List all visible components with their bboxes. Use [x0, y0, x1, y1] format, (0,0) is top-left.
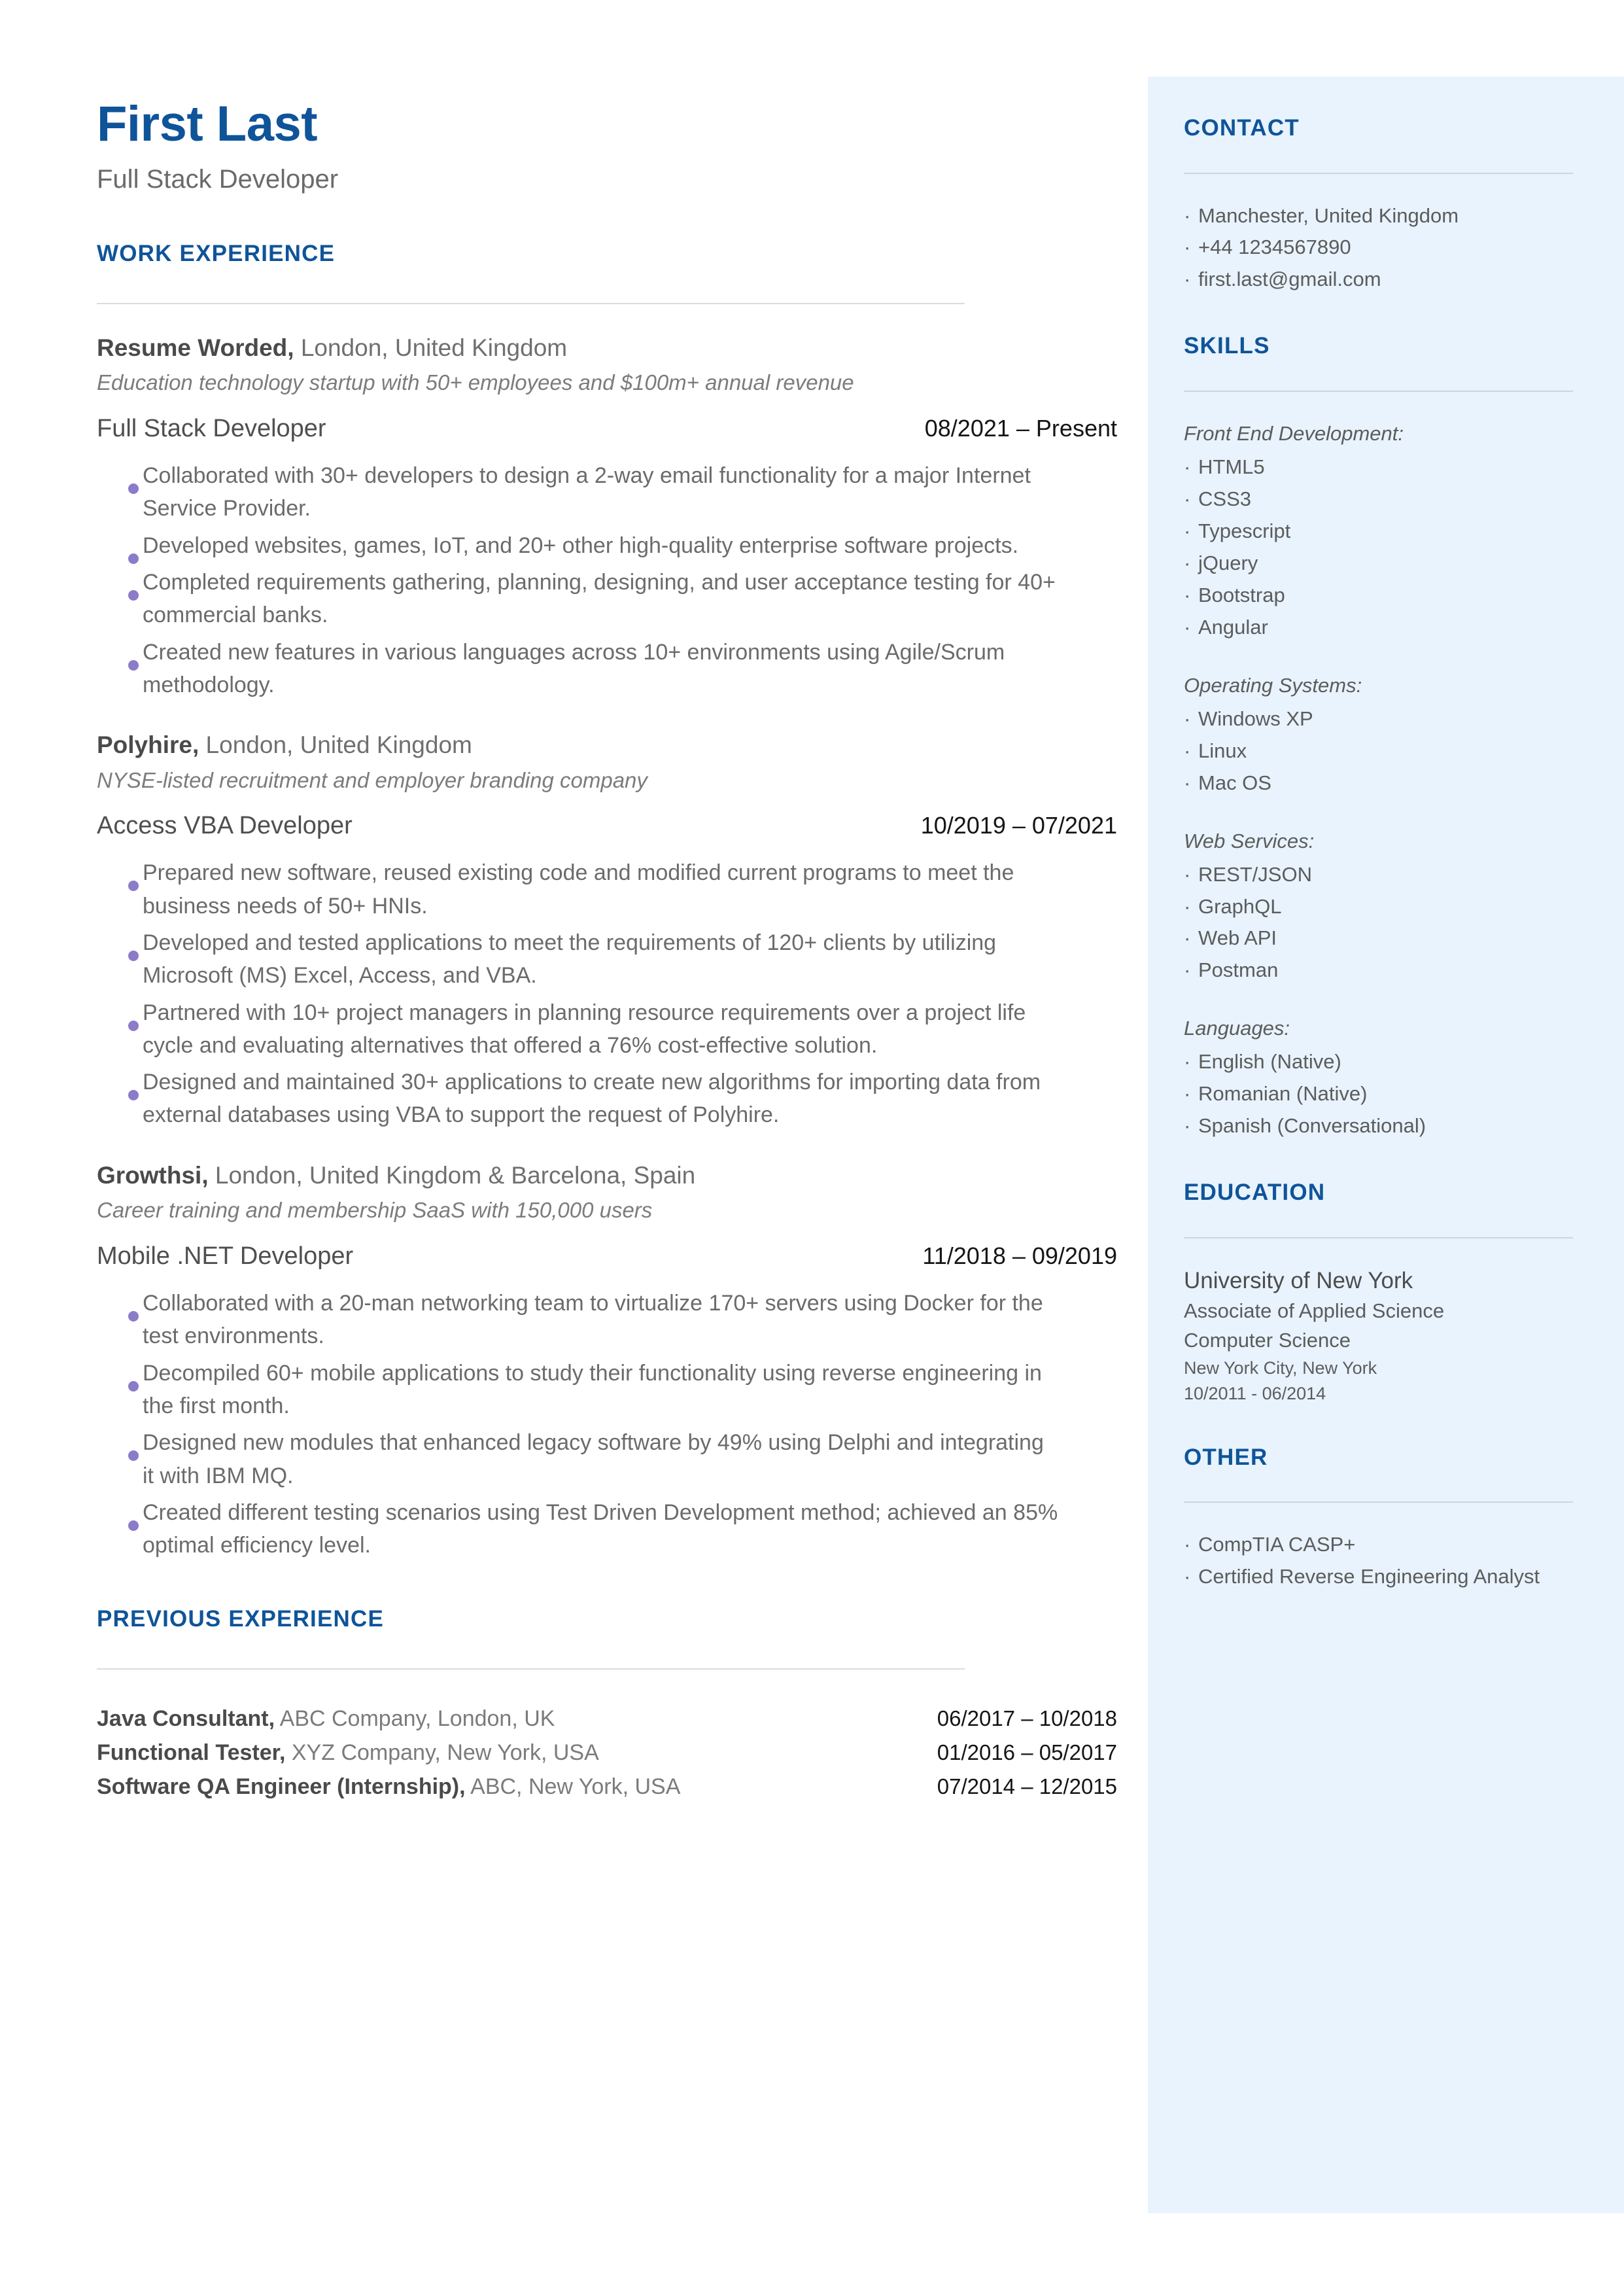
skill-item-text: Angular [1198, 615, 1268, 639]
bullet-dot-icon [97, 1426, 143, 1458]
job-bullet [97, 529, 1117, 562]
contact-item [1184, 264, 1573, 296]
bullet-dot-icon: · [1184, 1050, 1191, 1074]
bullet-dot-icon: · [1184, 1533, 1191, 1556]
skill-item [1184, 703, 1573, 735]
skill-item [1184, 1078, 1573, 1110]
skill-item-text: Spanish (Conversational) [1198, 1114, 1426, 1138]
skill-group [1184, 670, 1573, 799]
skill-item-text: Romanian (Native) [1198, 1082, 1368, 1106]
job-bullet-list [97, 856, 1117, 1132]
section-heading-other: OTHER [1184, 1444, 1268, 1470]
bullet-dot-icon: · [1184, 958, 1191, 982]
section-divider [97, 1668, 965, 1670]
bullet-dot-icon: · [1184, 268, 1191, 291]
job-bullet-text: Prepared new software, reused existing code and modified current programs to meet the business needs of 50+ HNIs. [143, 860, 1014, 919]
previous-role-dates: 07/2014 – 12/2015 [937, 1774, 1117, 1798]
contact-item-text: +44 1234567890 [1198, 236, 1351, 259]
job-bullet-text: Created different testing scenarios using Test Driven Development method; achieved an 85% optimal efficiency level. [143, 1499, 1058, 1558]
sidebar-divider [1184, 1237, 1573, 1238]
section-heading-contact: CONTACT [1184, 115, 1300, 141]
job-bullet-text: Created new features in various languages across 10+ environments using Agile/Scrum methodology. [143, 639, 1005, 697]
education-entry [1184, 1265, 1573, 1407]
skill-item [1184, 767, 1573, 799]
skill-group-label: Web Services: [1184, 829, 1315, 852]
bullet-dot-icon [97, 529, 143, 561]
skill-group-label: Front End Development: [1184, 421, 1404, 445]
bullet-dot-icon: · [1184, 455, 1191, 478]
sidebar-divider [1184, 173, 1573, 174]
skill-item [1184, 922, 1573, 955]
job-title: Full Stack Developer [97, 414, 326, 442]
skill-item-text: Bootstrap [1198, 583, 1285, 606]
job-company-description: NYSE-listed recruitment and employer branding company [97, 767, 648, 792]
section-divider [97, 303, 965, 304]
bullet-dot-icon [97, 459, 143, 491]
previous-role-title: Functional Tester, [97, 1740, 286, 1766]
skill-item [1184, 516, 1573, 548]
skill-item [1184, 548, 1573, 580]
previous-role [97, 1702, 555, 1736]
bullet-dot-icon: · [1184, 926, 1191, 950]
skill-item-text: jQuery [1198, 551, 1258, 574]
headline: Full Stack Developer [97, 164, 339, 194]
job-bullet [97, 996, 1117, 1062]
job-title-row [97, 810, 1117, 842]
skill-item-text: Typescript [1198, 519, 1291, 542]
job-entry [97, 332, 1117, 701]
job-title: Mobile .NET Developer [97, 1242, 354, 1270]
job-bullet [97, 459, 1117, 525]
bullet-dot-icon: · [1184, 615, 1191, 639]
skill-group [1184, 418, 1573, 644]
skill-item-text: GraphQL [1198, 894, 1282, 918]
skill-item [1184, 483, 1573, 516]
skill-item-text: Linux [1198, 739, 1247, 762]
skill-group-items [1184, 859, 1573, 987]
bullet-dot-icon: · [1184, 707, 1191, 730]
job-company-name: Growthsi, [97, 1161, 209, 1189]
skill-group [1184, 826, 1573, 987]
previous-experience-list [97, 1702, 1117, 1804]
skill-item [1184, 891, 1573, 923]
job-bullet [97, 926, 1117, 992]
skill-item [1184, 1046, 1573, 1078]
other-item-text: Certified Reverse Engineering Analyst [1198, 1565, 1540, 1588]
previous-role [97, 1770, 680, 1804]
skill-item [1184, 1110, 1573, 1142]
bullet-dot-icon [97, 1066, 143, 1098]
skill-group-items [1184, 1046, 1573, 1142]
job-company-description: Education technology startup with 50+ employees and $100m+ annual revenue [97, 370, 854, 395]
job-bullet-text: Decompiled 60+ mobile applications to study their functionality using reverse engineering in the first month. [143, 1360, 1042, 1418]
job-entry [97, 729, 1117, 1132]
previous-role-dates: 01/2016 – 05/2017 [937, 1740, 1117, 1765]
bullet-dot-icon [97, 1496, 143, 1528]
skill-item [1184, 735, 1573, 767]
job-dates: 10/2019 – 07/2021 [920, 811, 1117, 839]
bullet-dot-icon [97, 566, 143, 598]
contact-item-text: first.last@gmail.com [1198, 268, 1381, 291]
bullet-dot-icon: · [1184, 1565, 1191, 1588]
job-bullet [97, 566, 1117, 632]
bullet-dot-icon [97, 636, 143, 668]
page-title: First Last [97, 96, 318, 152]
skill-group-items [1184, 451, 1573, 644]
job-company [97, 1159, 1117, 1192]
education-field: Computer Science [1184, 1329, 1351, 1352]
previous-experience-row [97, 1736, 1117, 1770]
skill-item [1184, 859, 1573, 891]
job-dates: 11/2018 – 09/2019 [922, 1242, 1117, 1269]
previous-experience-row [97, 1770, 1117, 1804]
job-bullet [97, 1426, 1117, 1492]
previous-role-detail: ABC, New York, USA [465, 1774, 681, 1799]
contact-item [1184, 200, 1573, 232]
job-company-name: Resume Worded, [97, 334, 294, 361]
skill-item-text: CSS3 [1198, 487, 1251, 510]
previous-role [97, 1736, 599, 1770]
job-title-row [97, 413, 1117, 445]
skill-item [1184, 580, 1573, 612]
bullet-dot-icon: · [1184, 487, 1191, 510]
previous-role-detail: ABC Company, London, UK [275, 1706, 555, 1732]
job-bullet-text: Collaborated with 30+ developers to design a 2-way email functionality for a major Internet Service Provider. [143, 463, 1031, 521]
other-item [1184, 1529, 1573, 1561]
bullet-dot-icon [97, 856, 143, 888]
bullet-dot-icon: · [1184, 1082, 1191, 1106]
sidebar-divider [1184, 1501, 1573, 1503]
skill-item-text: HTML5 [1198, 455, 1265, 478]
skill-group-label: Languages: [1184, 1017, 1290, 1040]
job-bullet-text: Developed and tested applications to meet the requirements of 120+ clients by utilizing Microsoft (MS) Excel, Access, and VBA. [143, 930, 997, 989]
job-bullet-text: Partnered with 10+ project managers in planning resource requirements over a project life cycle and evaluating alternatives that offered a 76% cost-effective solution. [143, 1000, 1026, 1058]
previous-role-title: Software QA Engineer (Internship), [97, 1774, 466, 1799]
job-company-description: Career training and membership SaaS with 150,000 users [97, 1198, 653, 1223]
main-column [97, 98, 1117, 1804]
bullet-dot-icon [97, 926, 143, 958]
bullet-dot-icon: · [1184, 894, 1191, 918]
job-entry [97, 1159, 1117, 1562]
bullet-dot-icon [97, 1287, 143, 1319]
section-heading-work-experience: WORK EXPERIENCE [97, 240, 336, 266]
bullet-dot-icon: · [1184, 771, 1191, 794]
job-bullet-text: Designed new modules that enhanced legacy software by 49% using Delphi and integrating it with IBM MQ. [143, 1430, 1044, 1488]
skill-item-text: English (Native) [1198, 1050, 1341, 1074]
job-company [97, 729, 1117, 762]
job-bullet-list [97, 1287, 1117, 1562]
bullet-dot-icon: · [1184, 1114, 1191, 1138]
skill-group-items [1184, 703, 1573, 799]
section-heading-skills: SKILLS [1184, 333, 1270, 359]
education-location: New York City, New York [1184, 1358, 1377, 1378]
skill-item [1184, 612, 1573, 644]
skill-item [1184, 451, 1573, 483]
bullet-dot-icon: · [1184, 739, 1191, 762]
bullet-dot-icon: · [1184, 236, 1191, 259]
other-item-text: CompTIA CASP+ [1198, 1533, 1356, 1556]
skill-item-text: Mac OS [1198, 771, 1271, 794]
job-title: Access VBA Developer [97, 811, 353, 839]
job-bullet-text: Developed websites, games, IoT, and 20+ other high-quality enterprise software projects. [143, 533, 1019, 558]
job-company [97, 332, 1117, 364]
previous-role-dates: 06/2017 – 10/2018 [937, 1706, 1117, 1731]
contact-item-text: Manchester, United Kingdom [1198, 203, 1459, 227]
job-bullet [97, 636, 1117, 702]
previous-experience-row [97, 1702, 1117, 1736]
other-item [1184, 1561, 1573, 1593]
education-dates: 10/2011 - 06/2014 [1184, 1384, 1326, 1404]
other-list [1184, 1529, 1573, 1593]
job-company-location: London, United Kingdom [199, 731, 472, 759]
job-bullet [97, 1357, 1117, 1423]
job-bullet [97, 1287, 1117, 1353]
job-bullet [97, 856, 1117, 922]
bullet-dot-icon [97, 996, 143, 1028]
job-company-location: London, United Kingdom [294, 334, 568, 361]
skill-item-text: REST/JSON [1198, 862, 1312, 886]
skill-item [1184, 955, 1573, 987]
skill-item-text: Web API [1198, 926, 1277, 950]
skills-list [1184, 418, 1573, 1142]
bullet-dot-icon: · [1184, 583, 1191, 606]
job-dates: 08/2021 – Present [924, 414, 1117, 442]
skill-item-text: Windows XP [1198, 707, 1313, 730]
sidebar-divider [1184, 391, 1573, 392]
job-bullet-list [97, 459, 1117, 701]
section-heading-previous-experience: PREVIOUS EXPERIENCE [97, 1606, 385, 1632]
skill-group-label: Operating Systems: [1184, 673, 1362, 697]
bullet-dot-icon [97, 1357, 143, 1389]
skill-group [1184, 1013, 1573, 1142]
bullet-dot-icon: · [1184, 862, 1191, 886]
job-bullet-text: Collaborated with a 20-man networking team to virtualize 170+ servers using Docker for the test environments. [143, 1290, 1043, 1349]
education-degree: Associate of Applied Science [1184, 1299, 1445, 1323]
work-experience-list [97, 332, 1117, 1562]
previous-role-detail: XYZ Company, New York, USA [285, 1740, 599, 1766]
job-bullet-text: Designed and maintained 30+ applications to create new algorithms for importing data from external databases using VBA to support the request of Polyhire. [143, 1070, 1041, 1128]
job-company-location: London, United Kingdom & Barcelona, Spain [208, 1161, 696, 1189]
bullet-dot-icon: · [1184, 519, 1191, 542]
job-bullet [97, 1496, 1117, 1562]
contact-list [1184, 200, 1573, 296]
education-school: University of New York [1184, 1267, 1413, 1293]
section-heading-education: EDUCATION [1184, 1180, 1326, 1206]
skill-item-text: Postman [1198, 958, 1279, 982]
bullet-dot-icon: · [1184, 203, 1191, 227]
previous-role-title: Java Consultant, [97, 1706, 275, 1732]
sidebar [1148, 77, 1624, 2213]
bullet-dot-icon: · [1184, 551, 1191, 574]
job-title-row [97, 1240, 1117, 1272]
job-bullet-text: Completed requirements gathering, planning, designing, and user acceptance testing for 40+ commercial banks. [143, 569, 1056, 628]
contact-item [1184, 232, 1573, 264]
job-company-name: Polyhire, [97, 731, 199, 759]
job-bullet [97, 1066, 1117, 1132]
